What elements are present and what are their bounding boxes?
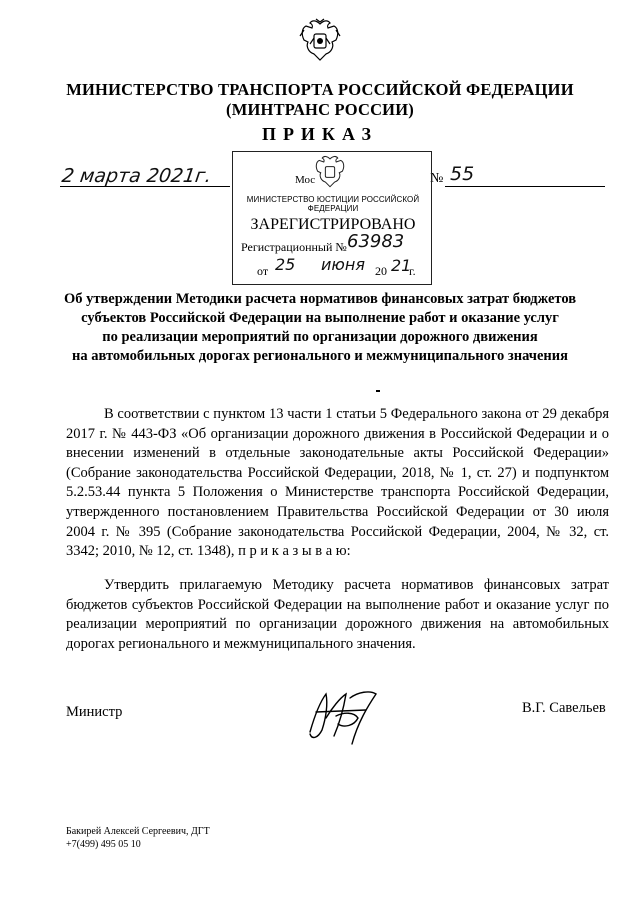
stamp-from-label: от [257,264,269,278]
stamp-month: июня [321,255,365,274]
ministry-abbreviation: (МИНТРАНС РОССИИ) [226,100,414,119]
subject-line: Об утверждении Методики расчета нормативов финансовых затрат бюджетов [63,291,577,307]
stamp-registration-number: 63983 [347,231,405,252]
executor-name: Бакирей Алексей Сергеевич, ДГТ [66,826,210,837]
stamp-day: 25 [275,255,296,274]
date-underline [60,186,230,187]
order-subject [40,290,600,366]
number-underline [445,186,605,187]
handwritten-signature [296,688,392,748]
signatory-position: Министр [66,704,123,720]
resolution-paragraph: Утвердить прилагаемую Методику расчета нормативов финансовых затрат бюджетов субъектов Российской Федерации на выполнение работ и оказание услуг по реализации мероприятий по организации дорожного движения на автомобильных дорогах регионального и межмуниципального значения. [66,577,609,652]
subject-line: субъектов Российской Федерации на выполнение работ и оказание услуг [81,310,559,326]
stamp-registration-number-label: Регистрационный № [241,240,347,254]
executor-phone: +7(499) 495 05 10 [66,839,141,850]
signatory-name: В.Г. Савельев [522,700,606,716]
stamp-emblem-icon [313,154,347,190]
order-date: 2 марта 2021г. [60,165,213,187]
scan-speck [376,390,380,392]
number-sign: № [430,171,444,186]
stamp-year: 21 [391,256,412,275]
state-emblem-icon [298,18,342,64]
order-number: 55 [450,163,475,185]
subject-line: на автомобильных дорогах регионального и межмуниципального значения [72,348,568,364]
ministry-name: МИНИСТЕРСТВО ТРАНСПОРТА РОССИЙСКОЙ ФЕДЕРАЦИИ [66,80,574,99]
executor-info [66,825,210,851]
stamp-city: Мос [295,174,316,186]
stamp-registered-label: ЗАРЕГИСТРИРОВАНО [250,216,416,233]
subject-line: по реализации мероприятий по организации дорожного движения [102,329,538,345]
stamp-year-prefix: 20 [375,264,387,278]
document-type-title: ПРИКАЗ [261,124,379,144]
preamble-paragraph: В соответствии с пунктом 13 части 1 статьи 5 Федерального закона от 29 декабря 2017 г. № 443-ФЗ «Об организации дорожного движения в Российской Федерации и о внесении изменений в отдельные законодательные акты Российской Федерации» (Собрание законодательства Российской Федерации, 2018, № 1, ст. 27) и подпунктом 5.2.53.44 пункта 5 Положения о Министерстве транспорта Российской Федерации, утвержденного постановлением Правительства Российской Федерации от 30 июля 2004 г. № 395 (Собрание законодательства Российской Федерации, 2004, № 32, ст. 3342; 2010, № 12, ст. 1348), п р и к а з ы в а ю: [66,406,609,560]
stamp-ministry-name: МИНИСТЕРСТВО ЮСТИЦИИ РОССИЙСКОЙ ФЕДЕРАЦИИ [246,195,420,213]
registration-stamp [232,151,432,285]
stamp-year-suffix: г. [409,264,416,278]
